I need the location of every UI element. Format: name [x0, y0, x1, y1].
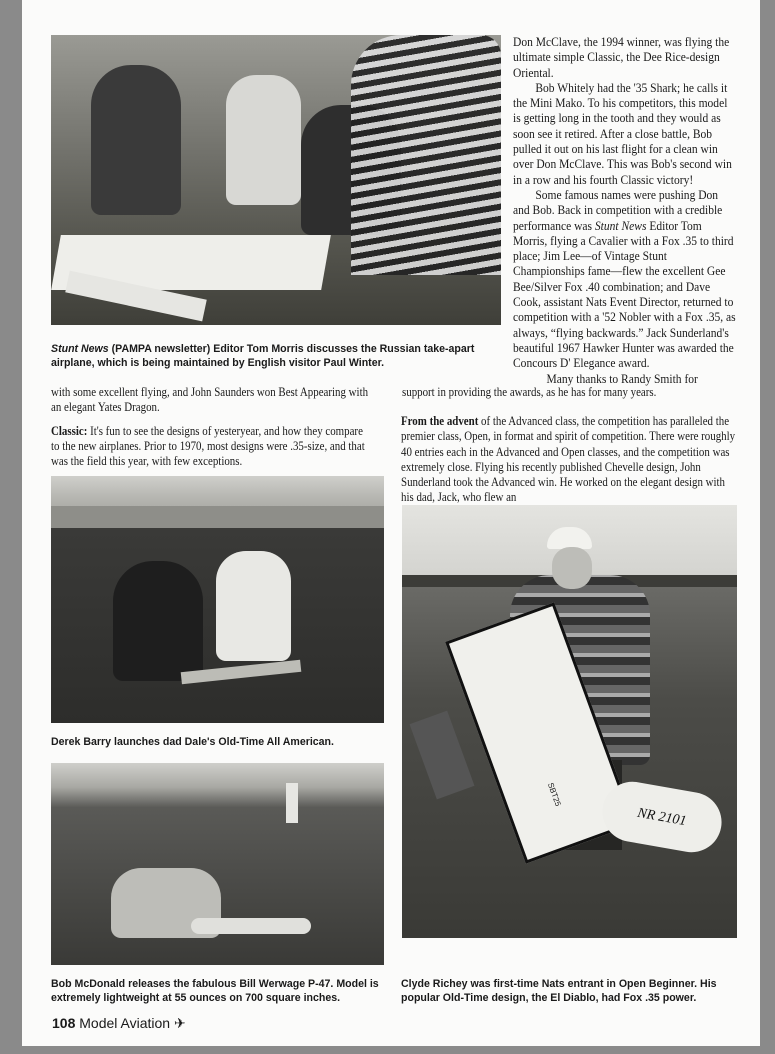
text: of the Advanced class, the competition has paralleled the premier class, Open, in format and spirit of competition. There were roughly 40 entries each in the Advanced and Open classes, and the competition was extremely close. Flying his recently published Chevelle design, John Sunderland took the Advanced win. He worked on the elegant design with his dad, Jack, who flew an — [401, 414, 736, 505]
paragraph: Bob Whitely had the '35 Shark; he calls it the Mini Mako. To his competitors, this model is getting long in the tooth and they would as soon see it retired. After a close battle, Bob pulled it out on his last flight for a clean win over Don McClave. This was Bob's second win in a row and his fourth Classic victory! — [513, 80, 732, 187]
page-footer — [52, 1015, 186, 1032]
caption-text: (PAMPA newsletter) Editor Tom Morris discusses the Russian take-apart airplane, which is being maintained by English visitor Paul Winter. — [51, 343, 475, 369]
page-number: 108 — [52, 1015, 76, 1031]
caption-italic: Stunt News — [51, 343, 109, 355]
paragraph-continuation: support in providing the awards, as he has for many years. — [402, 385, 657, 399]
magazine-name: Model Aviation — [79, 1015, 171, 1031]
photo-derek-barry — [51, 476, 384, 723]
photo-clyde-richey — [402, 505, 737, 938]
right-column-text — [513, 35, 736, 387]
paragraph-classic — [51, 424, 370, 470]
section-lead: From the advent — [401, 414, 479, 428]
plane-small-marking: SBT25 — [545, 781, 563, 808]
italic-text: Stunt News — [594, 218, 647, 233]
left-column-text — [51, 385, 370, 469]
photo-tom-morris-group — [51, 35, 501, 325]
paragraph: Many thanks to Randy Smith for — [546, 371, 698, 386]
text: Editor Tom Morris, flying a Cavalier with a Fox .35 to third place; Jim Lee—of Vintage Stunt Championships fame—flew the excellent Gee Bee/Silver Fox .40 combination; and Dave Cook, assistant Nats Event Director, returned to competition with a '52 Nobler with a Fox .35, as always, “flying backwards.” Jack Sunderland's beautiful 1967 Hawker Hunter was awarded the Concours D' Elegance award. — [513, 218, 736, 371]
caption-clyde-richey: Clyde Richey was first-time Nats entrant in Open Beginner. His popular Old-Time design, the El Diablo, had Fox .35 power. — [401, 978, 717, 1004]
paragraph — [513, 188, 736, 372]
magazine-page — [22, 0, 760, 1046]
caption-bob-mcdonald: Bob McDonald releases the fabulous Bill Werwage P-47. Model is extremely lightweight at 55 ounces on 700 square inches. — [51, 978, 379, 1004]
section-lead: Classic: — [51, 423, 88, 438]
caption-derek-barry: Derek Barry launches dad Dale's Old-Time All American. — [51, 736, 334, 748]
caption-top-photo — [51, 343, 506, 370]
photo-bob-mcdonald — [51, 763, 384, 965]
airplane-icon: ✈ — [173, 1015, 186, 1031]
paragraph: with some excellent flying, and John Saunders won Best Appearing with an elegant Yates Dragon. — [51, 385, 369, 415]
advanced-paragraph — [401, 414, 737, 506]
paragraph: Don McClave, the 1994 winner, was flying the ultimate simple Classic, the Dee Rice-design Oriental. — [513, 35, 730, 80]
text: Some famous names were pushing Don and Bob. Back in competition with a credible performance was — [513, 187, 723, 233]
text: It's fun to see the designs of yesteryear, and how they compare to the new airplanes. Prior to 1970, most designs were .35-size, and that was the field this year, with few exceptions. — [51, 423, 365, 469]
plane-marking: NR 2101 — [636, 805, 688, 830]
